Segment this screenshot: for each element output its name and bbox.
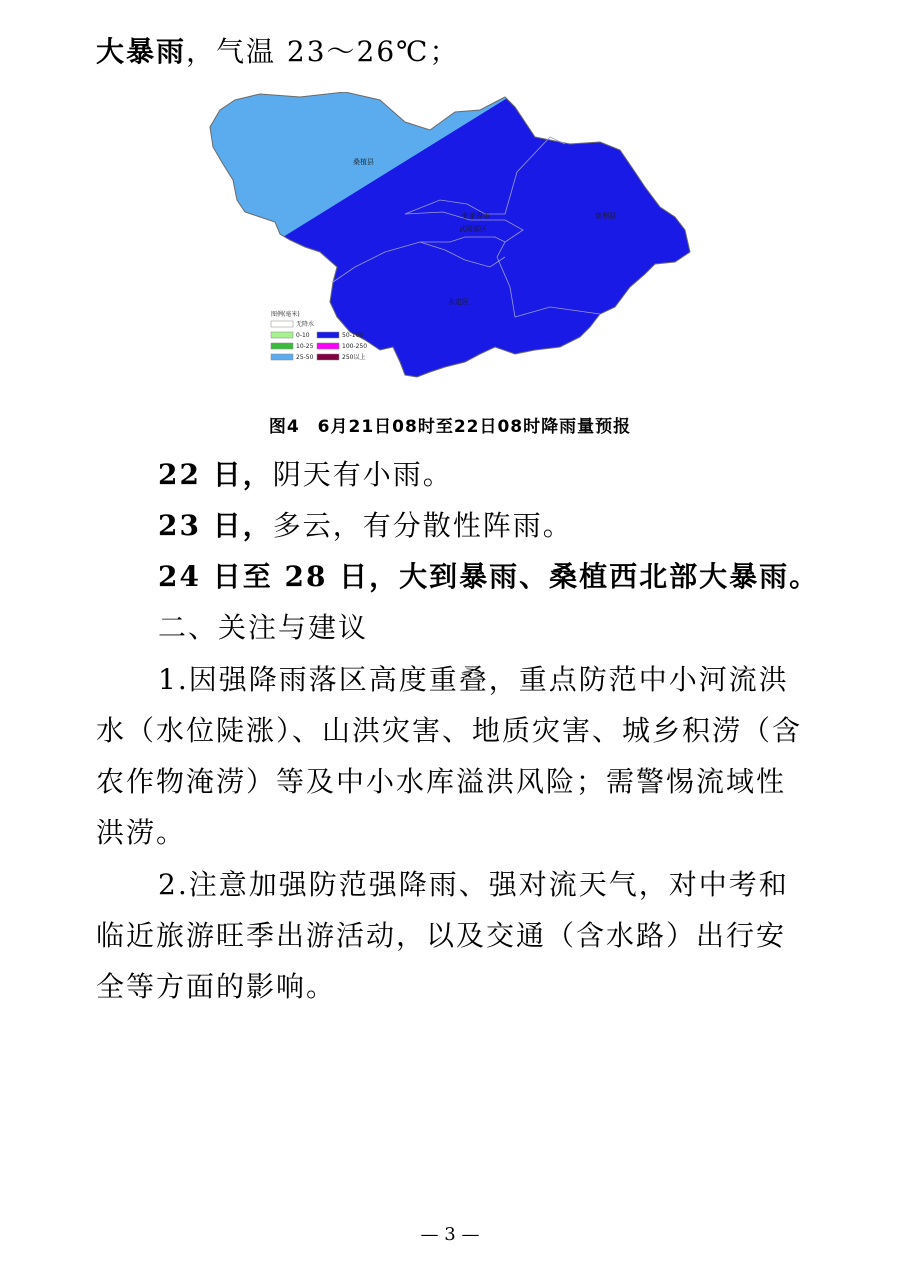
legend-item bbox=[317, 343, 367, 350]
region-label-wulingyuan: 武陵源区 bbox=[459, 225, 487, 233]
svg-text:0-10: 0-10 bbox=[296, 332, 310, 339]
page-number: — 3 — bbox=[420, 1224, 480, 1245]
para2-line3: 全等方面的影响。 bbox=[96, 970, 337, 1003]
top-text-line bbox=[96, 32, 816, 72]
figure-caption: 图4 6月21日08时至22日08时降雨量预报 bbox=[268, 417, 632, 437]
region-label-yongding: 永定区 bbox=[448, 298, 469, 306]
region-label-zhangjiajie: 张家界市 bbox=[462, 212, 490, 220]
svg-text:无降水: 无降水 bbox=[296, 321, 315, 328]
forecast-day-23 bbox=[158, 506, 878, 546]
region-label-sangzhi: 桑植县 bbox=[353, 158, 374, 166]
forecast-day-22 bbox=[158, 455, 878, 495]
map-svg bbox=[205, 92, 745, 392]
section-heading: 二、关注与建议 bbox=[158, 611, 369, 644]
para1-line1: 1.因强降雨落区高度重叠，重点防范中小河流洪 bbox=[158, 663, 789, 696]
forecast-day-24-28: 24 日至 28 日，大到暴雨、桑植西北部大暴雨。 bbox=[158, 560, 820, 593]
region-label-cili: 慈利县 bbox=[595, 212, 616, 220]
day23-text: 多云，有分散性阵雨。 bbox=[272, 509, 573, 542]
legend-item bbox=[317, 353, 365, 361]
para1-line4: 洪涝。 bbox=[96, 816, 187, 849]
day22-text: 阴天有小雨。 bbox=[272, 458, 453, 491]
para2-line1: 2.注意加强防范强降雨、强对流天气，对中考和 bbox=[158, 868, 789, 901]
day23-date: 23 日， bbox=[158, 509, 273, 542]
legend-item bbox=[271, 320, 314, 328]
legend-title: 图例(毫米) bbox=[271, 311, 300, 318]
top-line-bold: 大暴雨 bbox=[96, 35, 187, 68]
svg-text:50-100: 50-100 bbox=[342, 332, 364, 339]
top-line-rest: ，气温 23～26℃； bbox=[186, 35, 460, 68]
legend-item bbox=[271, 332, 310, 339]
rainfall-forecast-map bbox=[205, 92, 745, 392]
para2-line2: 临近旅游旺季出游活动，以及交通（含水路）出行安 bbox=[96, 919, 787, 952]
svg-text:25-50: 25-50 bbox=[296, 354, 314, 361]
legend-item bbox=[271, 354, 314, 361]
legend-item bbox=[317, 332, 363, 339]
svg-text:10-25: 10-25 bbox=[296, 343, 314, 350]
svg-text:100-250: 100-250 bbox=[342, 343, 368, 350]
legend-item bbox=[271, 343, 314, 350]
para1-line3: 农作物淹涝）等及中小水库溢洪风险；需警惕流域性 bbox=[96, 765, 787, 798]
para1-line2: 水（水位陡涨）、山洪灾害、地质灾害、城乡积涝（含 bbox=[96, 714, 803, 747]
svg-text:250以上: 250以上 bbox=[342, 354, 366, 361]
day22-date: 22 日， bbox=[158, 458, 273, 491]
